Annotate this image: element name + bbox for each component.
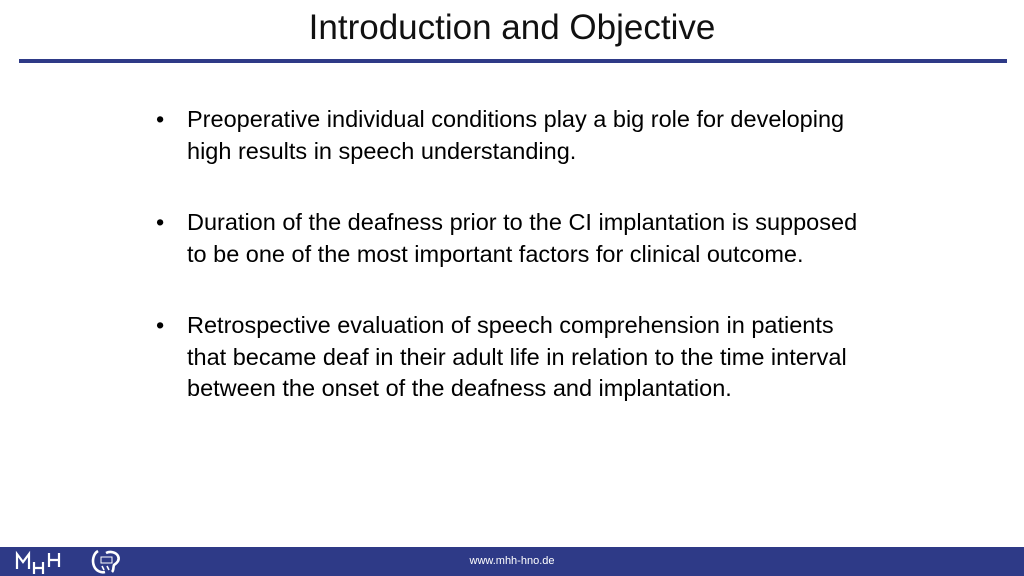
slide-title: Introduction and Objective: [308, 8, 716, 47]
bullet-marker: •: [156, 106, 165, 132]
bullet-text: Duration of the deafness prior to the CI implantation is supposed to be one of the most important factors for clinical outcome.: [187, 209, 858, 267]
bullet-text: Retrospective evaluation of speech comprehension in patients that became deaf in their adult life in relation to the time interval between the onset of the deafness and implantation.: [187, 312, 847, 401]
bullet-marker: •: [156, 209, 165, 235]
bullet-marker: •: [156, 312, 165, 338]
footer-bar: [0, 547, 1024, 576]
bullet-item: [156, 104, 876, 167]
footer-url: www.mhh-hno.de: [469, 555, 555, 567]
bullet-text: Preoperative individual conditions play a big role for developing high results in speech understanding.: [187, 106, 845, 164]
title-divider: [19, 59, 1007, 63]
bullet-item: [156, 207, 876, 270]
bullet-list: [156, 104, 876, 405]
bullet-item: [156, 310, 876, 405]
